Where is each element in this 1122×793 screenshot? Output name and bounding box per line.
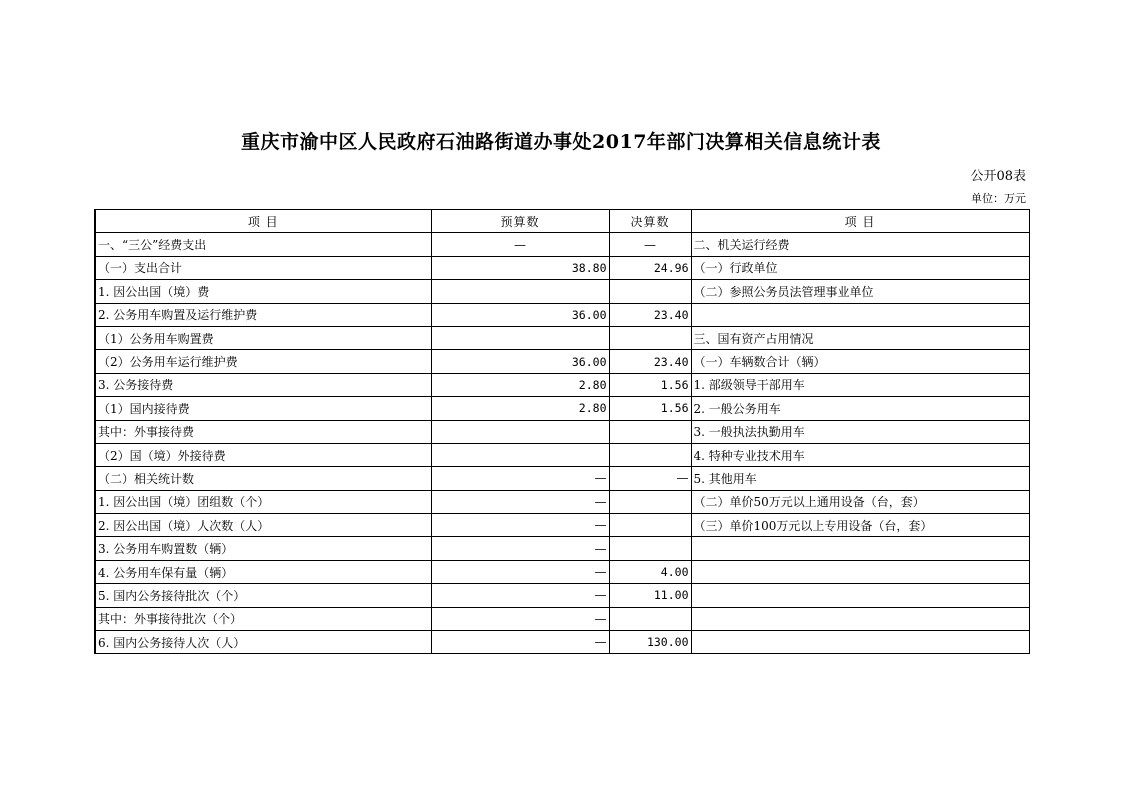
row-budget: 38.80: [431, 256, 609, 279]
row-final: —: [609, 233, 691, 256]
table-row: [95, 397, 1029, 420]
row-item-right: 4. 特种专业技术用车: [691, 443, 1029, 466]
table-row: [95, 256, 1029, 279]
row-budget: 36.00: [431, 350, 609, 373]
row-item-left: 2. 公务用车购置及运行维护费: [95, 303, 431, 326]
row-final: 11.00: [609, 584, 691, 607]
row-item-right: [691, 303, 1029, 326]
table-row: [95, 326, 1029, 349]
row-item-left: 6. 国内公务接待人次（人）: [95, 631, 431, 654]
header-item-left: 项 目: [95, 210, 431, 233]
row-item-left: 4. 公务用车保有量（辆）: [95, 560, 431, 583]
row-item-right: 2. 一般公务用车: [691, 397, 1029, 420]
row-final: [609, 607, 691, 630]
form-number: 公开08表: [970, 169, 1026, 184]
row-budget: —: [431, 537, 609, 560]
row-budget: 2.80: [431, 397, 609, 420]
table-row: [95, 607, 1029, 630]
page-title: 重庆市渝中区人民政府石油路街道办事处2017年部门决算相关信息统计表: [241, 131, 881, 153]
row-item-right: （三）单价100万元以上专用设备（台，套）: [691, 514, 1029, 537]
row-final: —: [609, 467, 691, 490]
row-final: [609, 514, 691, 537]
table-row: [95, 467, 1029, 490]
row-item-left: 一、“三公”经费支出: [95, 233, 431, 256]
row-final: [609, 537, 691, 560]
row-item-left: （1）公务用车购置费: [95, 326, 431, 349]
row-item-right: （一）车辆数合计（辆）: [691, 350, 1029, 373]
row-budget: —: [431, 631, 609, 654]
row-item-right: [691, 607, 1029, 630]
row-final: 23.40: [609, 303, 691, 326]
row-final: 23.40: [609, 350, 691, 373]
row-final: [609, 443, 691, 466]
table-row: [95, 514, 1029, 537]
row-item-left: 其中：外事接待费: [95, 420, 431, 443]
row-item-right: 三、国有资产占用情况: [691, 326, 1029, 349]
row-item-left: （2）国（境）外接待费: [95, 443, 431, 466]
row-budget: 2.80: [431, 373, 609, 396]
row-item-right: （二）参照公务员法管理事业单位: [691, 280, 1029, 303]
row-final: 1.56: [609, 397, 691, 420]
table-row: [95, 373, 1029, 396]
table-row: [95, 233, 1029, 256]
table-row: [95, 631, 1029, 654]
row-final: 24.96: [609, 256, 691, 279]
row-item-right: （一）行政单位: [691, 256, 1029, 279]
row-item-left: 3. 公务接待费: [95, 373, 431, 396]
row-budget: —: [431, 514, 609, 537]
row-final: [609, 280, 691, 303]
table-row: [95, 303, 1029, 326]
row-final: 130.00: [609, 631, 691, 654]
row-budget: [431, 443, 609, 466]
table-row: [95, 443, 1029, 466]
row-final: [609, 490, 691, 513]
table-row: [95, 280, 1029, 303]
row-budget: —: [431, 607, 609, 630]
row-item-left: 2. 因公出国（境）人次数（人）: [95, 514, 431, 537]
row-budget: [431, 420, 609, 443]
row-budget: —: [431, 490, 609, 513]
row-item-left: （二）相关统计数: [95, 467, 431, 490]
row-item-left: （1）国内接待费: [95, 397, 431, 420]
row-item-right: （二）单价50万元以上通用设备（台，套）: [691, 490, 1029, 513]
row-item-left: 1. 因公出国（境）费: [95, 280, 431, 303]
row-item-right: 5. 其他用车: [691, 467, 1029, 490]
row-item-left: 1. 因公出国（境）团组数（个）: [95, 490, 431, 513]
row-final: 4.00: [609, 560, 691, 583]
table-header-row: [95, 210, 1029, 233]
row-item-right: 1. 部级领导干部用车: [691, 373, 1029, 396]
row-item-left: （一）支出合计: [95, 256, 431, 279]
row-item-left: （2）公务用车运行维护费: [95, 350, 431, 373]
row-item-right: 3. 一般执法执勤用车: [691, 420, 1029, 443]
row-item-left: 3. 公务用车购置数（辆）: [95, 537, 431, 560]
row-item-right: [691, 560, 1029, 583]
row-budget: —: [431, 467, 609, 490]
row-item-left: 其中：外事接待批次（个）: [95, 607, 431, 630]
row-budget: —: [431, 560, 609, 583]
header-item-right: 项 目: [691, 210, 1029, 233]
table-row: [95, 560, 1029, 583]
row-budget: 36.00: [431, 303, 609, 326]
row-budget: —: [431, 584, 609, 607]
table-row: [95, 350, 1029, 373]
statistics-table: [94, 209, 1030, 654]
row-budget: —: [431, 233, 609, 256]
row-item-right: [691, 537, 1029, 560]
table-row: [95, 420, 1029, 443]
header-budget: 预算数: [431, 210, 609, 233]
row-item-left: 5. 国内公务接待批次（个）: [95, 584, 431, 607]
row-budget: [431, 280, 609, 303]
table-row: [95, 584, 1029, 607]
row-final: [609, 326, 691, 349]
row-item-right: 二、机关运行经费: [691, 233, 1029, 256]
table-row: [95, 537, 1029, 560]
header-final: 决算数: [609, 210, 691, 233]
row-budget: [431, 326, 609, 349]
row-item-right: [691, 631, 1029, 654]
row-final: [609, 420, 691, 443]
unit-label: 单位：万元: [971, 192, 1026, 205]
table-row: [95, 490, 1029, 513]
row-item-right: [691, 584, 1029, 607]
row-final: 1.56: [609, 373, 691, 396]
